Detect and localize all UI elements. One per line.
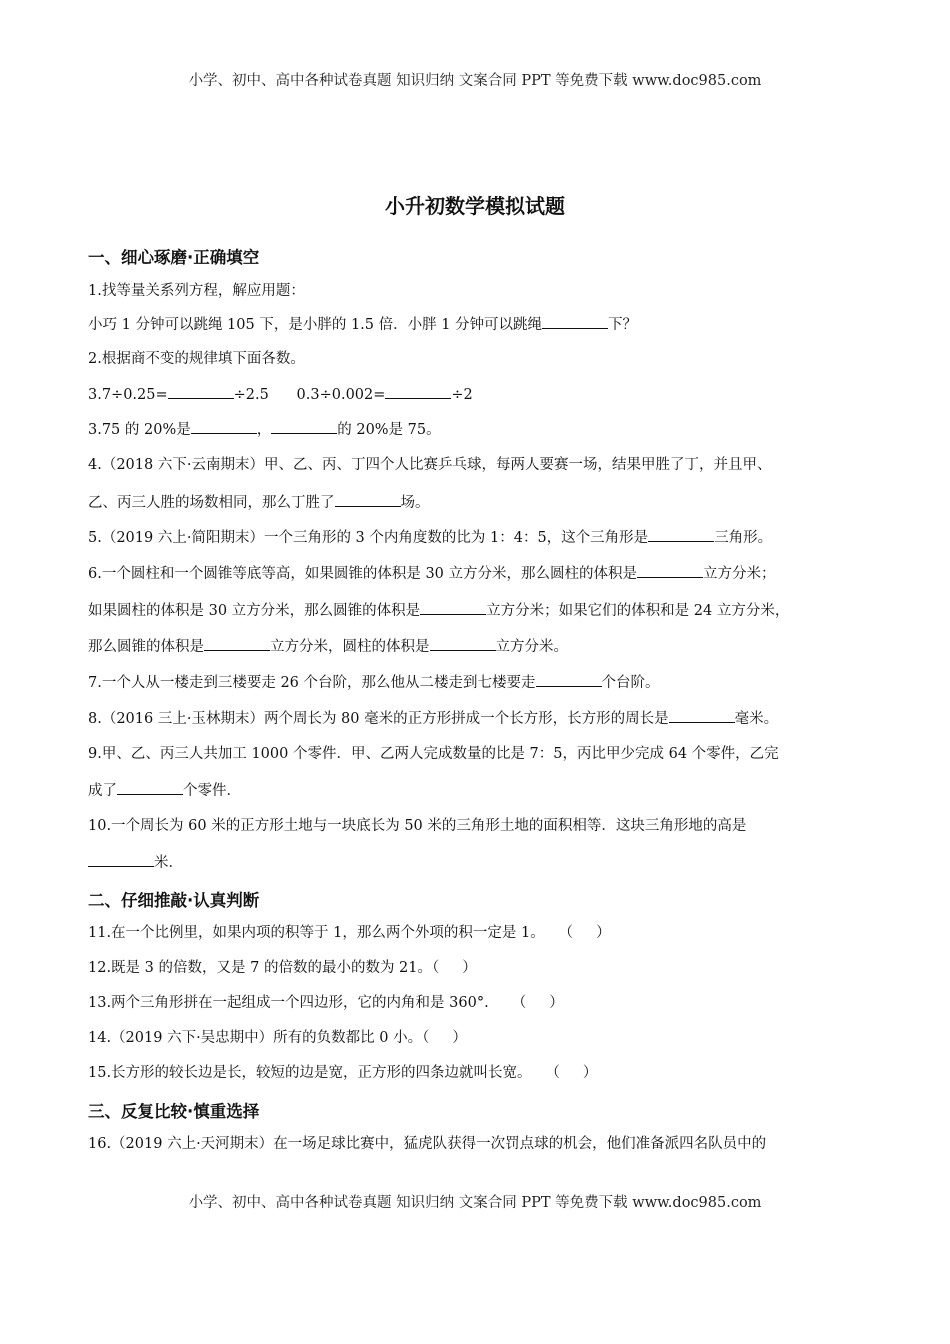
answer-blank[interactable] xyxy=(385,384,451,399)
question-4-line-2: 乙、丙三人胜的场数相同，那么丁胜了 场。 xyxy=(88,492,430,513)
answer-blank[interactable] xyxy=(536,672,602,687)
question-1-intro: 1.找等量关系列方程，解应用题： xyxy=(88,283,305,299)
question-14: 14.（2019 六下·吴忠期中）所有的负数都比 0 小。（ ） xyxy=(88,1030,467,1046)
answer-blank[interactable] xyxy=(191,419,257,434)
answer-blank[interactable] xyxy=(88,852,154,867)
question-6-line-1: 6.一个圆柱和一个圆锥等底等高，如果圆锥的体积是 30 立方分米，那么圆柱的体积是 立方分米； xyxy=(88,563,776,584)
question-1: 小巧 1 分钟可以跳绳 105 下，是小胖的 1.5 倍．小胖 1 分钟可以跳绳 下？ xyxy=(88,314,637,335)
answer-blank[interactable] xyxy=(117,780,183,795)
question-12: 12.既是 3 的倍数，又是 7 的倍数的最小的数为 21。（ ） xyxy=(88,960,477,976)
answer-blank[interactable] xyxy=(648,527,714,542)
answer-blank[interactable] xyxy=(271,419,337,434)
question-13: 13.两个三角形拼在一起组成一个四边形，它的内角和是 360°. （ ） xyxy=(88,995,564,1011)
section-heading-judge: 二、仔细推敲·认真判断 xyxy=(88,891,260,910)
page-footer: 小学、初中、高中各种试卷真题 知识归纳 文案合同 PPT 等免费下载 www.doc985.com xyxy=(188,1195,762,1211)
question-6-line-2: 如果圆柱的体积是 30 立方分米，那么圆锥的体积是 立方分米；如果它们的体积和是 24 立方分米， xyxy=(88,600,789,621)
question-6-line-3: 那么圆锥的体积是 立方分米，圆柱的体积是 立方分米。 xyxy=(88,636,568,657)
question-8: 8.（2016 三上·玉林期末）两个周长为 80 毫米的正方形拼成一个长方形，长方形的周长是 毫米。 xyxy=(88,708,778,729)
section-heading-fill-blank: 一、细心琢磨·正确填空 xyxy=(88,248,260,267)
question-16: 16.（2019 六上·天河期末）在一场足球比赛中，猛虎队获得一次罚点球的机会，他们准备派四名队员中的 xyxy=(88,1136,767,1152)
answer-blank[interactable] xyxy=(335,492,401,507)
question-3: 3.75 的 20%是 ， 的 20%是 75。 xyxy=(88,419,441,440)
answer-blank[interactable] xyxy=(542,314,608,329)
question-2-intro: 2.根据商不变的规律填下面各数。 xyxy=(88,351,305,367)
answer-blank[interactable] xyxy=(168,384,234,399)
question-11: 11.在一个比例里，如果内项的积等于 1，那么两个外项的积一定是 1。 （ ） xyxy=(88,925,611,941)
page-header: 小学、初中、高中各种试卷真题 知识归纳 文案合同 PPT 等免费下载 www.doc985.com xyxy=(188,73,762,89)
answer-blank[interactable] xyxy=(637,563,703,578)
question-2: 3.7÷0.25= ÷2.5 0.3÷0.002= ÷2 xyxy=(88,384,473,405)
section-heading-choice: 三、反复比较·慎重选择 xyxy=(88,1102,260,1121)
answer-blank[interactable] xyxy=(669,708,735,723)
question-15: 15.长方形的较长边是长，较短的边是宽，正方形的四条边就叫长宽。 （ ） xyxy=(88,1065,598,1081)
question-5: 5.（2019 六上·简阳期末）一个三角形的 3 个内角度数的比为 1：4：5，这个三角形是 三角形。 xyxy=(88,527,772,548)
page-title: 小升初数学模拟试题 xyxy=(385,194,565,218)
question-9-line-2: 成了 个零件． xyxy=(88,780,241,801)
question-10-line-2: 米． xyxy=(88,852,183,873)
question-4-line-1: 4.（2018 六下·云南期末）甲、乙、丙、丁四个人比赛乒乓球，每两人要赛一场，结果甲胜了丁，并且甲、 xyxy=(88,457,772,473)
question-9-line-1: 9.甲、乙、丙三人共加工 1000 个零件．甲、乙两人完成数量的比是 7：5，丙比甲少完成 64 个零件，乙完 xyxy=(88,746,779,762)
question-10-line-1: 10.一个周长为 60 米的正方形土地与一块底长为 50 米的三角形土地的面积相等．这块三角形地的高是 xyxy=(88,818,747,834)
answer-blank[interactable] xyxy=(420,600,486,615)
answer-blank[interactable] xyxy=(204,636,270,651)
answer-blank[interactable] xyxy=(430,636,496,651)
question-7: 7.一个人从一楼走到三楼要走 26 个台阶，那么他从二楼走到七楼要走 个台阶。 xyxy=(88,672,660,693)
